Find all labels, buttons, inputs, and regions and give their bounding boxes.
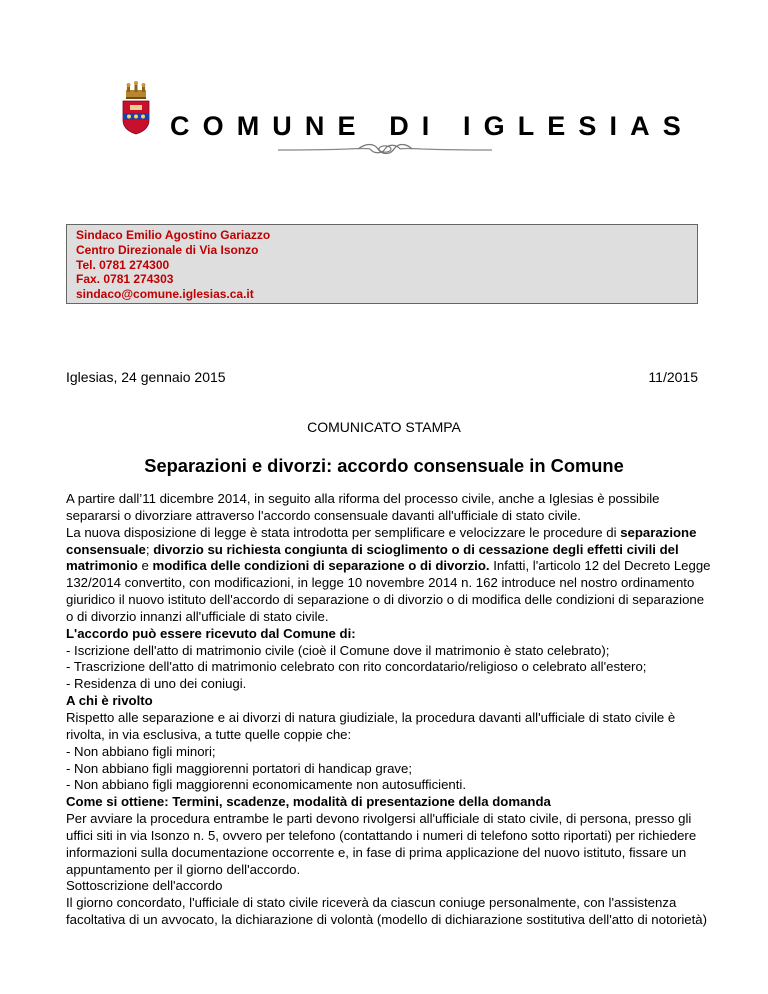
body-bold-text: matrimonio <box>66 558 138 574</box>
body-line: Rispetto alle separazione e ai divorzi di natura giudiziale, la procedura davanti all'ufficiale di stato civile è <box>66 709 676 725</box>
contact-address: Centro Direzionale di Via Isonzo <box>76 242 259 257</box>
body-line: facoltativa di un avvocato, la dichiarazione di volontà (modello di dichiarazione sostitutiva dell'atto di notorietà) <box>66 912 708 928</box>
body-text: Infatti, l'articolo 12 del Decreto Legge <box>489 558 711 574</box>
comune-crest-icon <box>118 80 154 136</box>
press-headline: Separazioni e divorzi: accordo consensuale in Comune <box>144 455 624 476</box>
contact-mayor: Sindaco Emilio Agostino Gariazzo <box>76 228 271 242</box>
body-line <box>66 542 706 559</box>
body-line: Sottoscrizione dell'accordo <box>66 878 223 894</box>
section-heading: L'accordo può essere ricevuto dal Comune di: <box>66 625 356 641</box>
body-bold-text: consensuale <box>66 541 146 557</box>
body-line: o di divorzio innanzi all'ufficiale di stato civile. <box>66 608 329 624</box>
contact-email[interactable]: sindaco@comune.iglesias.ca.it <box>76 287 254 302</box>
press-date: Iglesias, 24 gennaio 2015 <box>66 369 226 385</box>
list-item: - Iscrizione dell'atto di matrimonio civile (cioè il Comune dove il matrimonio è stato celebrato); <box>66 642 610 658</box>
contact-box <box>66 224 698 304</box>
body-line: rivolta, in via esclusiva, a tutte quelle coppie che: <box>66 726 352 742</box>
body-bold-text: divorzio su richiesta congiunta di scioglimento o di cessazione degli effetti civili del <box>153 541 679 557</box>
body-line: giuridico il nuovo istituto dell'accordo di separazione o di divorzio o di modifica delle condizioni di separazione <box>66 592 705 608</box>
body-line: Per avviare la procedura entrambe le parti devono rivolgersi all'ufficiale di stato civile, di persona, presso gli <box>66 811 692 827</box>
section-heading: Come si ottiene: Termini, scadenze, modalità di presentazione della domanda <box>66 794 551 810</box>
contact-phone: Tel. 0781 274300 <box>76 257 170 272</box>
list-item: - Non abbiano figli maggiorenni economicamente non autosufficienti. <box>66 777 467 793</box>
body-text: e <box>137 558 153 574</box>
press-number: 11/2015 <box>648 369 698 385</box>
list-item: - Residenza di uno dei coniugi. <box>66 676 247 692</box>
section-heading: A chi è rivolto <box>66 693 153 709</box>
body-line: Il giorno concordato, l'ufficiale di stato civile riceverà da ciascun coniuge personalmente, con l'assistenza <box>66 895 677 911</box>
press-body <box>66 491 711 929</box>
list-item: - Trascrizione dell'atto di matrimonio celebrato con rito concordatario/religioso o celebrato all'estero; <box>66 659 647 675</box>
comune-title: COMUNE DI IGLESIAS <box>170 111 694 141</box>
body-line: 132/2014 convertito, con modificazioni, in legge 10 novembre 2014 n. 162 introduce nel nostro ordinamento <box>66 575 695 591</box>
body-line <box>66 525 706 542</box>
body-line: informazioni sulla documentazione occorrente e, in fase di prima applicazione del nuovo istituto, fissare un <box>66 844 687 860</box>
body-line: uffici siti in via Isonzo n. 5, ovvero per telefono (contattando i numeri di telefono sotto riportati) per richiedere <box>66 827 697 843</box>
body-text: ; <box>145 541 154 557</box>
list-item: - Non abbiano figli maggiorenni portatori di handicap grave; <box>66 760 413 776</box>
body-line: separarsi o divorziare attraverso l'accordo consensuale davanti all'ufficiale di stato civile. <box>66 507 581 523</box>
body-text: La nuova disposizione di legge è stata introdotta per semplificare e velocizzare le procedure di <box>66 524 621 540</box>
body-line: appuntamento per il giorno dell'accordo. <box>66 861 301 877</box>
contact-fax: Fax. 0781 274303 <box>76 272 174 287</box>
body-bold-text: separazione <box>620 524 697 540</box>
list-item: - Non abbiano figli minori; <box>66 743 216 759</box>
body-line: A partire dall’11 dicembre 2014, in seguito alla riforma del processo civile, anche a Iglesias è possibile <box>66 491 660 506</box>
body-bold-text: modifica delle condizioni di separazione o di divorzio. <box>152 558 490 574</box>
press-type: COMUNICATO STAMPA <box>307 419 461 435</box>
ornamental-divider-icon <box>278 141 492 157</box>
body-line <box>66 558 711 575</box>
